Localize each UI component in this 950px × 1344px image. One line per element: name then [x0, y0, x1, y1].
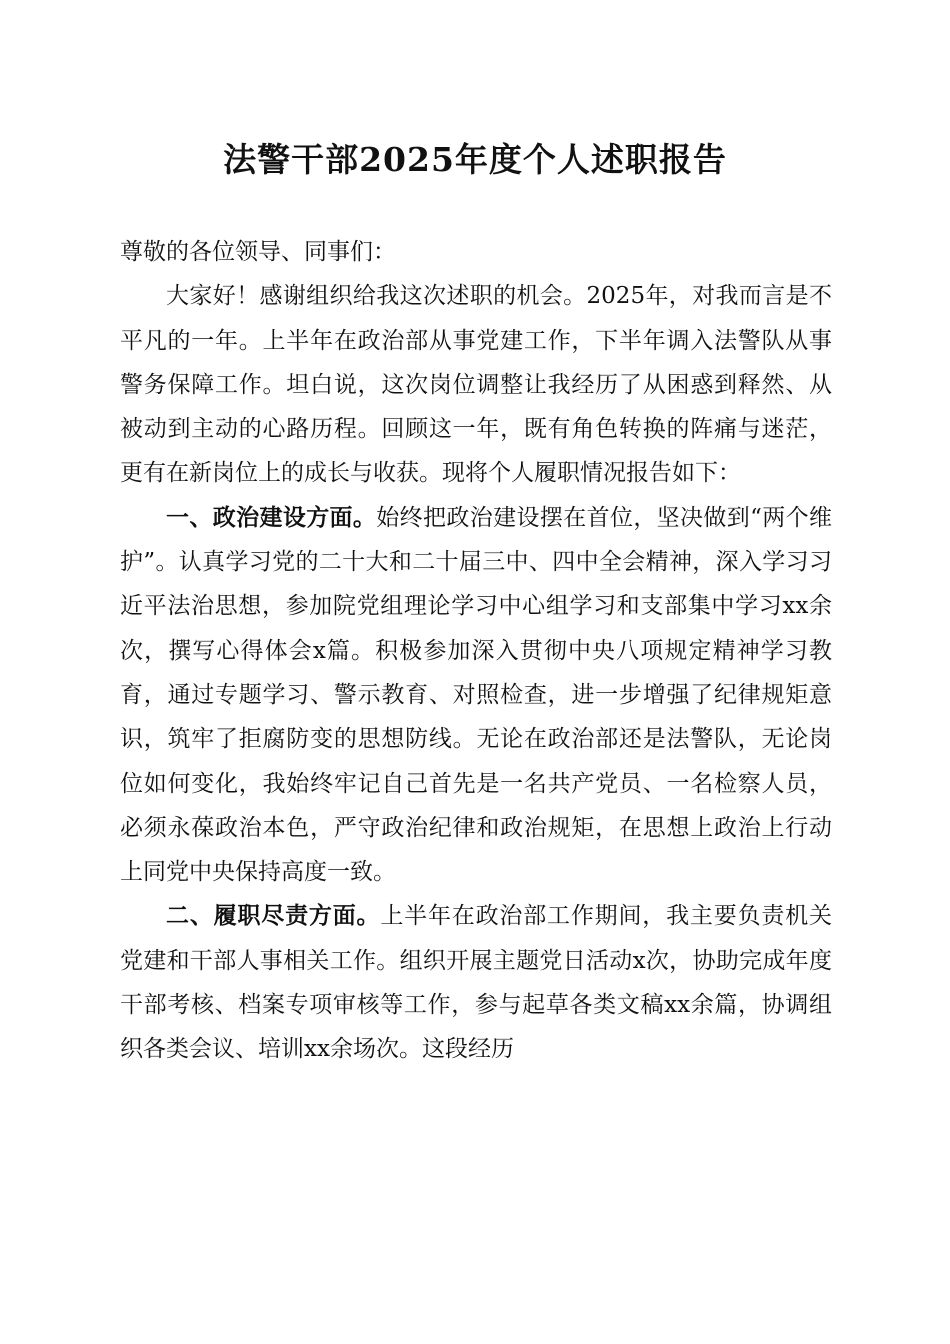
section-political-building: [120, 496, 832, 895]
document-title: 法警干部2025年度个人述职报告: [223, 140, 727, 179]
section-text: 始终把政治建设摆在首位，坚决做到“两个维护”。认真学习党的二十大和二十届三中、四中全会精神，深入学习习近平法治思想，参加院党组理论学习中心组学习和支部集中学习xx余次，撰写心得体会x篇。积极参加深入贯彻中央八项规定精神学习教育，通过专题学习、警示教育、对照检查，进一步增强了纪律规矩意识，筑牢了拒腐防变的思想防线。无论在政治部还是法警队，无论岗位如何变化，我始终牢记自己首先是一名共产党员、一名检察人员，必须永葆政治本色，严守政治纪律和政治规矩，在思想上政治上行动上同党中央保持高度一致。: [120, 504, 832, 886]
document-body: [120, 230, 832, 1072]
section-heading: 一、政治建设方面。: [166, 504, 377, 531]
section-duty-performance: [120, 894, 832, 1071]
section-text: 上半年在政治部工作期间，我主要负责机关党建和干部人事相关工作。组织开展主题党日活动x次，协助完成年度干部考核、档案专项审核等工作，参与起草各类文稿xx余篇，协调组织各类会议、培训xx余场次。这段经历: [120, 903, 833, 1063]
intro-paragraph: 大家好！感谢组织给我这次述职的机会。2025年，对我而言是不平凡的一年。上半年在政治部从事党建工作，下半年调入法警队从事警务保障工作。坦白说，这次岗位调整让我经历了从困惑到释然、从被动到主动的心路历程。回顾这一年，既有角色转换的阵痛与迷茫，更有在新岗位上的成长与收获。现将个人履职情况报告如下：: [120, 283, 832, 487]
salutation: 尊敬的各位领导、同事们：: [120, 239, 396, 265]
section-heading: 二、履职尽责方面。: [166, 903, 381, 930]
